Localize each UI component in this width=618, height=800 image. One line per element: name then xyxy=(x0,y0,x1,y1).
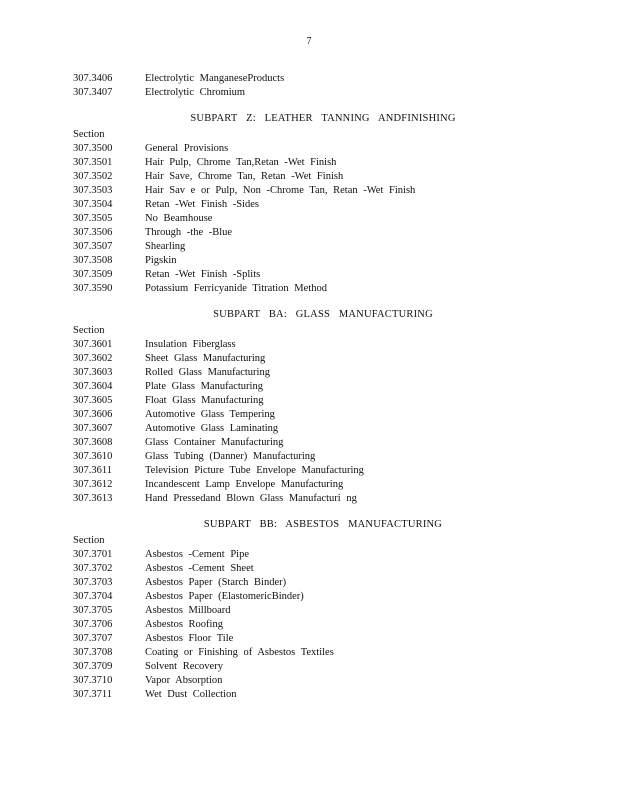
section-row xyxy=(73,254,573,268)
section-title: Rolled Glass Manufacturing xyxy=(145,367,270,378)
section-row xyxy=(73,618,573,632)
section-number: 307.3706 xyxy=(73,619,113,630)
section-row xyxy=(73,408,573,422)
section-row xyxy=(73,478,573,492)
subpart-ba-heading: SUBPART BA: GLASS MANUFACTURING xyxy=(213,309,433,320)
section-number: 307.3710 xyxy=(73,675,113,686)
section-title: Retan -Wet Finish -Sides xyxy=(145,199,260,210)
section-column-label: Section xyxy=(73,535,105,546)
section-row xyxy=(73,492,573,506)
section-title: Electrolytic ManganeseProducts xyxy=(145,73,285,84)
section-number: 307.3702 xyxy=(73,563,113,574)
section-row xyxy=(73,576,573,590)
section-title: Coating or Finishing of Asbestos Textiles xyxy=(145,647,334,658)
section-title: Solvent Recovery xyxy=(145,661,223,672)
section-title: Through -the -Blue xyxy=(145,227,233,238)
section-title: No Beamhouse xyxy=(145,213,213,224)
section-title: Electrolytic Chromium xyxy=(145,87,246,98)
section-row xyxy=(73,688,573,702)
section-number: 307.3611 xyxy=(73,465,112,476)
section-number: 307.3506 xyxy=(73,227,113,238)
section-row xyxy=(73,212,573,226)
section-number: 307.3612 xyxy=(73,479,113,490)
section-row xyxy=(73,660,573,674)
section-row xyxy=(73,198,573,212)
section-number: 307.3406 xyxy=(73,73,113,84)
section-column-label: Section xyxy=(73,129,105,140)
section-number: 307.3504 xyxy=(73,199,113,210)
section-row xyxy=(73,366,573,380)
section-title: Wet Dust Collection xyxy=(145,689,237,700)
section-number: 307.3708 xyxy=(73,647,113,658)
section-title: Incandescent Lamp Envelope Manufacturing xyxy=(145,479,344,490)
section-title: Sheet Glass Manufacturing xyxy=(145,353,266,364)
section-row xyxy=(73,380,573,394)
section-row xyxy=(73,450,573,464)
section-title: Plate Glass Manufacturing xyxy=(145,381,263,392)
subpart-z-heading: SUBPART Z: LEATHER TANNING ANDFINISHING xyxy=(190,113,456,124)
section-row xyxy=(73,464,573,478)
section-title: Asbestos Floor Tile xyxy=(145,633,234,644)
section-number: 307.3701 xyxy=(73,549,113,560)
section-number: 307.3505 xyxy=(73,213,113,224)
section-row-307-3406 xyxy=(73,72,573,86)
section-row xyxy=(73,142,573,156)
section-title: Glass Container Manufacturing xyxy=(145,437,284,448)
section-number: 307.3500 xyxy=(73,143,113,154)
section-row xyxy=(73,562,573,576)
section-number: 307.3590 xyxy=(73,283,113,294)
section-title: Asbestos Paper (Starch Binder) xyxy=(145,577,287,588)
section-title: Asbestos Millboard xyxy=(145,605,231,616)
section-number: 307.3407 xyxy=(73,87,113,98)
section-title: Asbestos -Cement Pipe xyxy=(145,549,249,560)
section-number: 307.3502 xyxy=(73,171,113,182)
section-title: Hand Pressedand Blown Glass Manufacturi ng xyxy=(145,493,357,504)
section-title: Float Glass Manufacturing xyxy=(145,395,264,406)
section-row-307-3407 xyxy=(73,86,573,100)
section-row xyxy=(73,548,573,562)
section-title: Television Picture Tube Envelope Manufacturing xyxy=(145,465,364,476)
section-row xyxy=(73,338,573,352)
section-number: 307.3603 xyxy=(73,367,113,378)
section-row xyxy=(73,646,573,660)
section-number: 307.3610 xyxy=(73,451,113,462)
section-number: 307.3707 xyxy=(73,633,113,644)
section-row xyxy=(73,436,573,450)
section-number: 307.3613 xyxy=(73,493,113,504)
section-number: 307.3608 xyxy=(73,437,113,448)
section-column-label: Section xyxy=(73,325,105,336)
section-number: 307.3711 xyxy=(73,689,112,700)
section-title: General Provisions xyxy=(145,143,229,154)
section-number: 307.3508 xyxy=(73,255,113,266)
document-body xyxy=(73,72,573,702)
section-title: Vapor Absorption xyxy=(145,675,223,686)
section-number: 307.3703 xyxy=(73,577,113,588)
section-row xyxy=(73,156,573,170)
section-title: Hair Pulp, Chrome Tan,Retan -Wet Finish xyxy=(145,157,337,168)
section-title: Retan -Wet Finish -Splits xyxy=(145,269,261,280)
section-row xyxy=(73,240,573,254)
section-title: Hair Save, Chrome Tan, Retan -Wet Finish xyxy=(145,171,344,182)
section-number: 307.3605 xyxy=(73,395,113,406)
section-title: Asbestos Paper (ElastomericBinder) xyxy=(145,591,304,602)
section-row xyxy=(73,282,573,296)
section-number: 307.3705 xyxy=(73,605,113,616)
section-row xyxy=(73,590,573,604)
section-title: Pigskin xyxy=(145,255,177,266)
section-title: Asbestos Roofing xyxy=(145,619,223,630)
section-row xyxy=(73,170,573,184)
subpart-bb-heading: SUBPART BB: ASBESTOS MANUFACTURING xyxy=(203,519,443,530)
section-number: 307.3601 xyxy=(73,339,113,350)
section-row xyxy=(73,394,573,408)
section-row xyxy=(73,226,573,240)
section-number: 307.3503 xyxy=(73,185,113,196)
section-title: Insulation Fiberglass xyxy=(145,339,236,350)
section-number: 307.3709 xyxy=(73,661,113,672)
section-number: 307.3509 xyxy=(73,269,113,280)
page-number: 7 xyxy=(306,36,312,47)
section-row xyxy=(73,674,573,688)
section-number: 307.3704 xyxy=(73,591,113,602)
section-title: Automotive Glass Tempering xyxy=(145,409,275,420)
section-row xyxy=(73,422,573,436)
section-row xyxy=(73,184,573,198)
section-number: 307.3602 xyxy=(73,353,113,364)
section-number: 307.3501 xyxy=(73,157,113,168)
section-row xyxy=(73,268,573,282)
section-row xyxy=(73,604,573,618)
section-number: 307.3507 xyxy=(73,241,113,252)
section-title: Potassium Ferricyanide Titration Method xyxy=(145,283,327,294)
section-title: Glass Tubing (Danner) Manufacturing xyxy=(145,451,316,462)
section-number: 307.3607 xyxy=(73,423,113,434)
section-title: Asbestos -Cement Sheet xyxy=(145,563,254,574)
section-title: Shearling xyxy=(145,241,186,252)
section-row xyxy=(73,352,573,366)
section-title: Automotive Glass Laminating xyxy=(145,423,279,434)
section-title: Hair Sav e or Pulp, Non -Chrome Tan, Retan -Wet Finish xyxy=(145,185,416,196)
section-number: 307.3606 xyxy=(73,409,113,420)
section-number: 307.3604 xyxy=(73,381,113,392)
section-row xyxy=(73,632,573,646)
